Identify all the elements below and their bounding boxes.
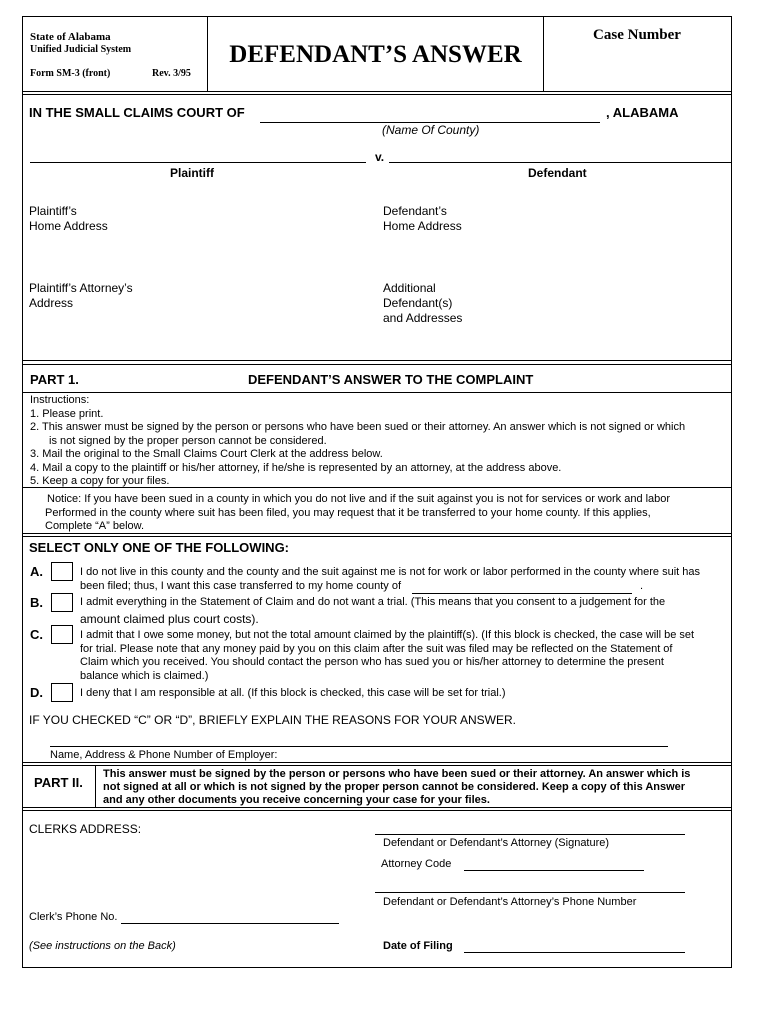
part2-line: This answer must be signed by the person or persons who have been sued or their attorney. An answer which is <box>103 768 691 780</box>
option-d-checkbox[interactable] <box>51 683 73 702</box>
case-number-field[interactable] <box>545 48 729 90</box>
instruction-item: 2. This answer must be signed by the person or persons who have been sued or their attorney. An answer which is not signed or which <box>30 421 686 433</box>
notice-line: Notice: If you have been sued in a county in which you do not live and if the suit against you is not for services or work and labor <box>47 493 671 505</box>
signature-caption: Defendant or Defendant’s Attorney (Signature) <box>383 837 610 849</box>
defendant-address-label <box>383 204 462 234</box>
part2-line: and any other documents you receive concerning your case for your files. <box>103 794 490 806</box>
option-a-text <box>80 566 730 593</box>
option-text-line: been filed; thus, I want this case transferred to my home county of <box>80 579 401 592</box>
employer-label: Name, Address & Phone Number of Employer: <box>50 749 278 761</box>
additional-defendants-label <box>383 281 462 326</box>
form-revision: Rev. 3/95 <box>152 68 191 79</box>
attorney-code-label: Attorney Code <box>381 858 452 870</box>
option-text-line: for trial. Please note that any money paid by you on this claim after the suit was filed may be reflected on the Statement of <box>80 642 673 655</box>
explanation-field[interactable] <box>50 746 668 747</box>
court-suffix: , ALABAMA <box>606 105 679 120</box>
clerk-phone-label: Clerk’s Phone No. <box>29 911 118 923</box>
home-county-field[interactable] <box>412 593 632 594</box>
attorney-phone-caption: Defendant or Defendant’s Attorney’s Phone Number <box>383 896 637 908</box>
option-a-checkbox[interactable] <box>51 562 73 581</box>
see-instructions-note: (See instructions on the Back) <box>29 940 176 952</box>
county-caption: (Name Of County) <box>382 123 480 137</box>
option-a-letter: A. <box>30 564 43 579</box>
option-d-letter: D. <box>30 685 43 700</box>
date-of-filing-label: Date of Filing <box>383 940 453 952</box>
judicial-system: Unified Judicial System <box>30 44 132 55</box>
text-line: Plaintiff’s Attorney’s <box>29 281 133 295</box>
instruction-item: 3. Mail the original to the Small Claims Court Clerk at the address below. <box>30 448 383 460</box>
option-c-letter: C. <box>30 627 43 642</box>
option-text-line: I do not live in this county and the county and the suit against me is not for work or labor performed in the county where suit has <box>80 566 701 578</box>
part1-title: DEFENDANT’S ANSWER TO THE COMPLAINT <box>248 372 534 387</box>
option-a-period: . <box>640 580 644 592</box>
versus: v. <box>375 150 385 164</box>
attorney-code-field[interactable] <box>464 870 644 871</box>
court-prefix: IN THE SMALL CLAIMS COURT OF <box>29 105 245 120</box>
defendant-name-field[interactable] <box>389 162 731 163</box>
clerk-phone-field[interactable] <box>121 923 339 924</box>
clerks-address-field[interactable] <box>29 840 359 900</box>
option-b-letter: B. <box>30 595 43 610</box>
part2-label: PART II. <box>34 775 83 790</box>
option-c-text <box>80 629 730 683</box>
state-name: State of Alabama <box>30 31 111 43</box>
date-of-filing-field[interactable] <box>464 952 685 953</box>
text-line: Defendant(s) <box>383 296 453 310</box>
plaintiff-address-label <box>29 204 108 234</box>
option-text-line: I admit that I owe some money, but not the total amount claimed by the plaintiff(s). (If this block is checked, the case will be set <box>80 629 695 641</box>
signature-field[interactable] <box>375 834 685 835</box>
text-line: and Addresses <box>383 311 463 325</box>
text-line: Home Address <box>383 219 462 233</box>
text-line: Defendant’s <box>383 204 447 218</box>
option-b-line2: amount claimed plus court costs). <box>80 612 259 626</box>
explain-instruction: IF YOU CHECKED “C” OR “D”, BRIEFLY EXPLAIN THE REASONS FOR YOUR ANSWER. <box>29 713 516 727</box>
select-heading: SELECT ONLY ONE OF THE FOLLOWING: <box>29 540 290 555</box>
case-number-label: Case Number <box>593 27 681 43</box>
option-c-checkbox[interactable] <box>51 625 73 644</box>
form-id: Form SM-3 (front) <box>30 68 111 79</box>
instruction-item: is not signed by the proper person cannot be considered. <box>49 434 327 447</box>
clerks-address-label: CLERKS ADDRESS: <box>29 822 142 836</box>
part1-label: PART 1. <box>30 372 79 387</box>
instruction-item: 5. Keep a copy for your files. <box>30 475 170 487</box>
transfer-notice <box>45 493 731 534</box>
plaintiff-label: Plaintiff <box>170 166 214 180</box>
instruction-item: 4. Mail a copy to the plaintiff or his/her attorney, if he/she is represented by an attorney, at the address above. <box>30 461 562 474</box>
text-line: Address <box>29 296 74 310</box>
option-text-line: balance which is claimed.) <box>80 669 209 682</box>
notice-line: Complete “A” below. <box>45 520 145 532</box>
notice-line: Performed in the county where suit has been filed, you may request that it be transferred to your home county. If this applies, <box>45 506 651 519</box>
part2-line: not signed at all or which is not signed by the proper person cannot be considered. Keep a copy of this Answer <box>103 781 686 793</box>
text-line: Plaintiff’s <box>29 204 77 218</box>
option-text-line: Claim which you received. You should contact the person who has sued you or his/her attorney to determine the present <box>80 656 664 668</box>
attorney-phone-field[interactable] <box>375 892 685 893</box>
instructions <box>30 394 730 489</box>
option-d-text: I deny that I am responsible at all. (If this block is checked, this case will be set for trial.) <box>80 687 506 699</box>
option-b-checkbox[interactable] <box>51 593 73 612</box>
instruction-item: 1. Please print. <box>30 407 104 420</box>
instructions-heading: Instructions: <box>30 394 90 406</box>
part2-text <box>103 768 729 807</box>
defendant-label: Defendant <box>528 166 587 180</box>
form-title: DEFENDANT’S ANSWER <box>229 41 522 68</box>
text-line: Home Address <box>29 219 108 233</box>
plaintiff-name-field[interactable] <box>30 162 366 163</box>
plaintiff-attorney-label <box>29 281 133 311</box>
option-b-line1: I admit everything in the Statement of Claim and do not want a trial. (This means that you consent to a judgement for the <box>80 596 666 608</box>
text-line: Additional <box>383 281 436 295</box>
